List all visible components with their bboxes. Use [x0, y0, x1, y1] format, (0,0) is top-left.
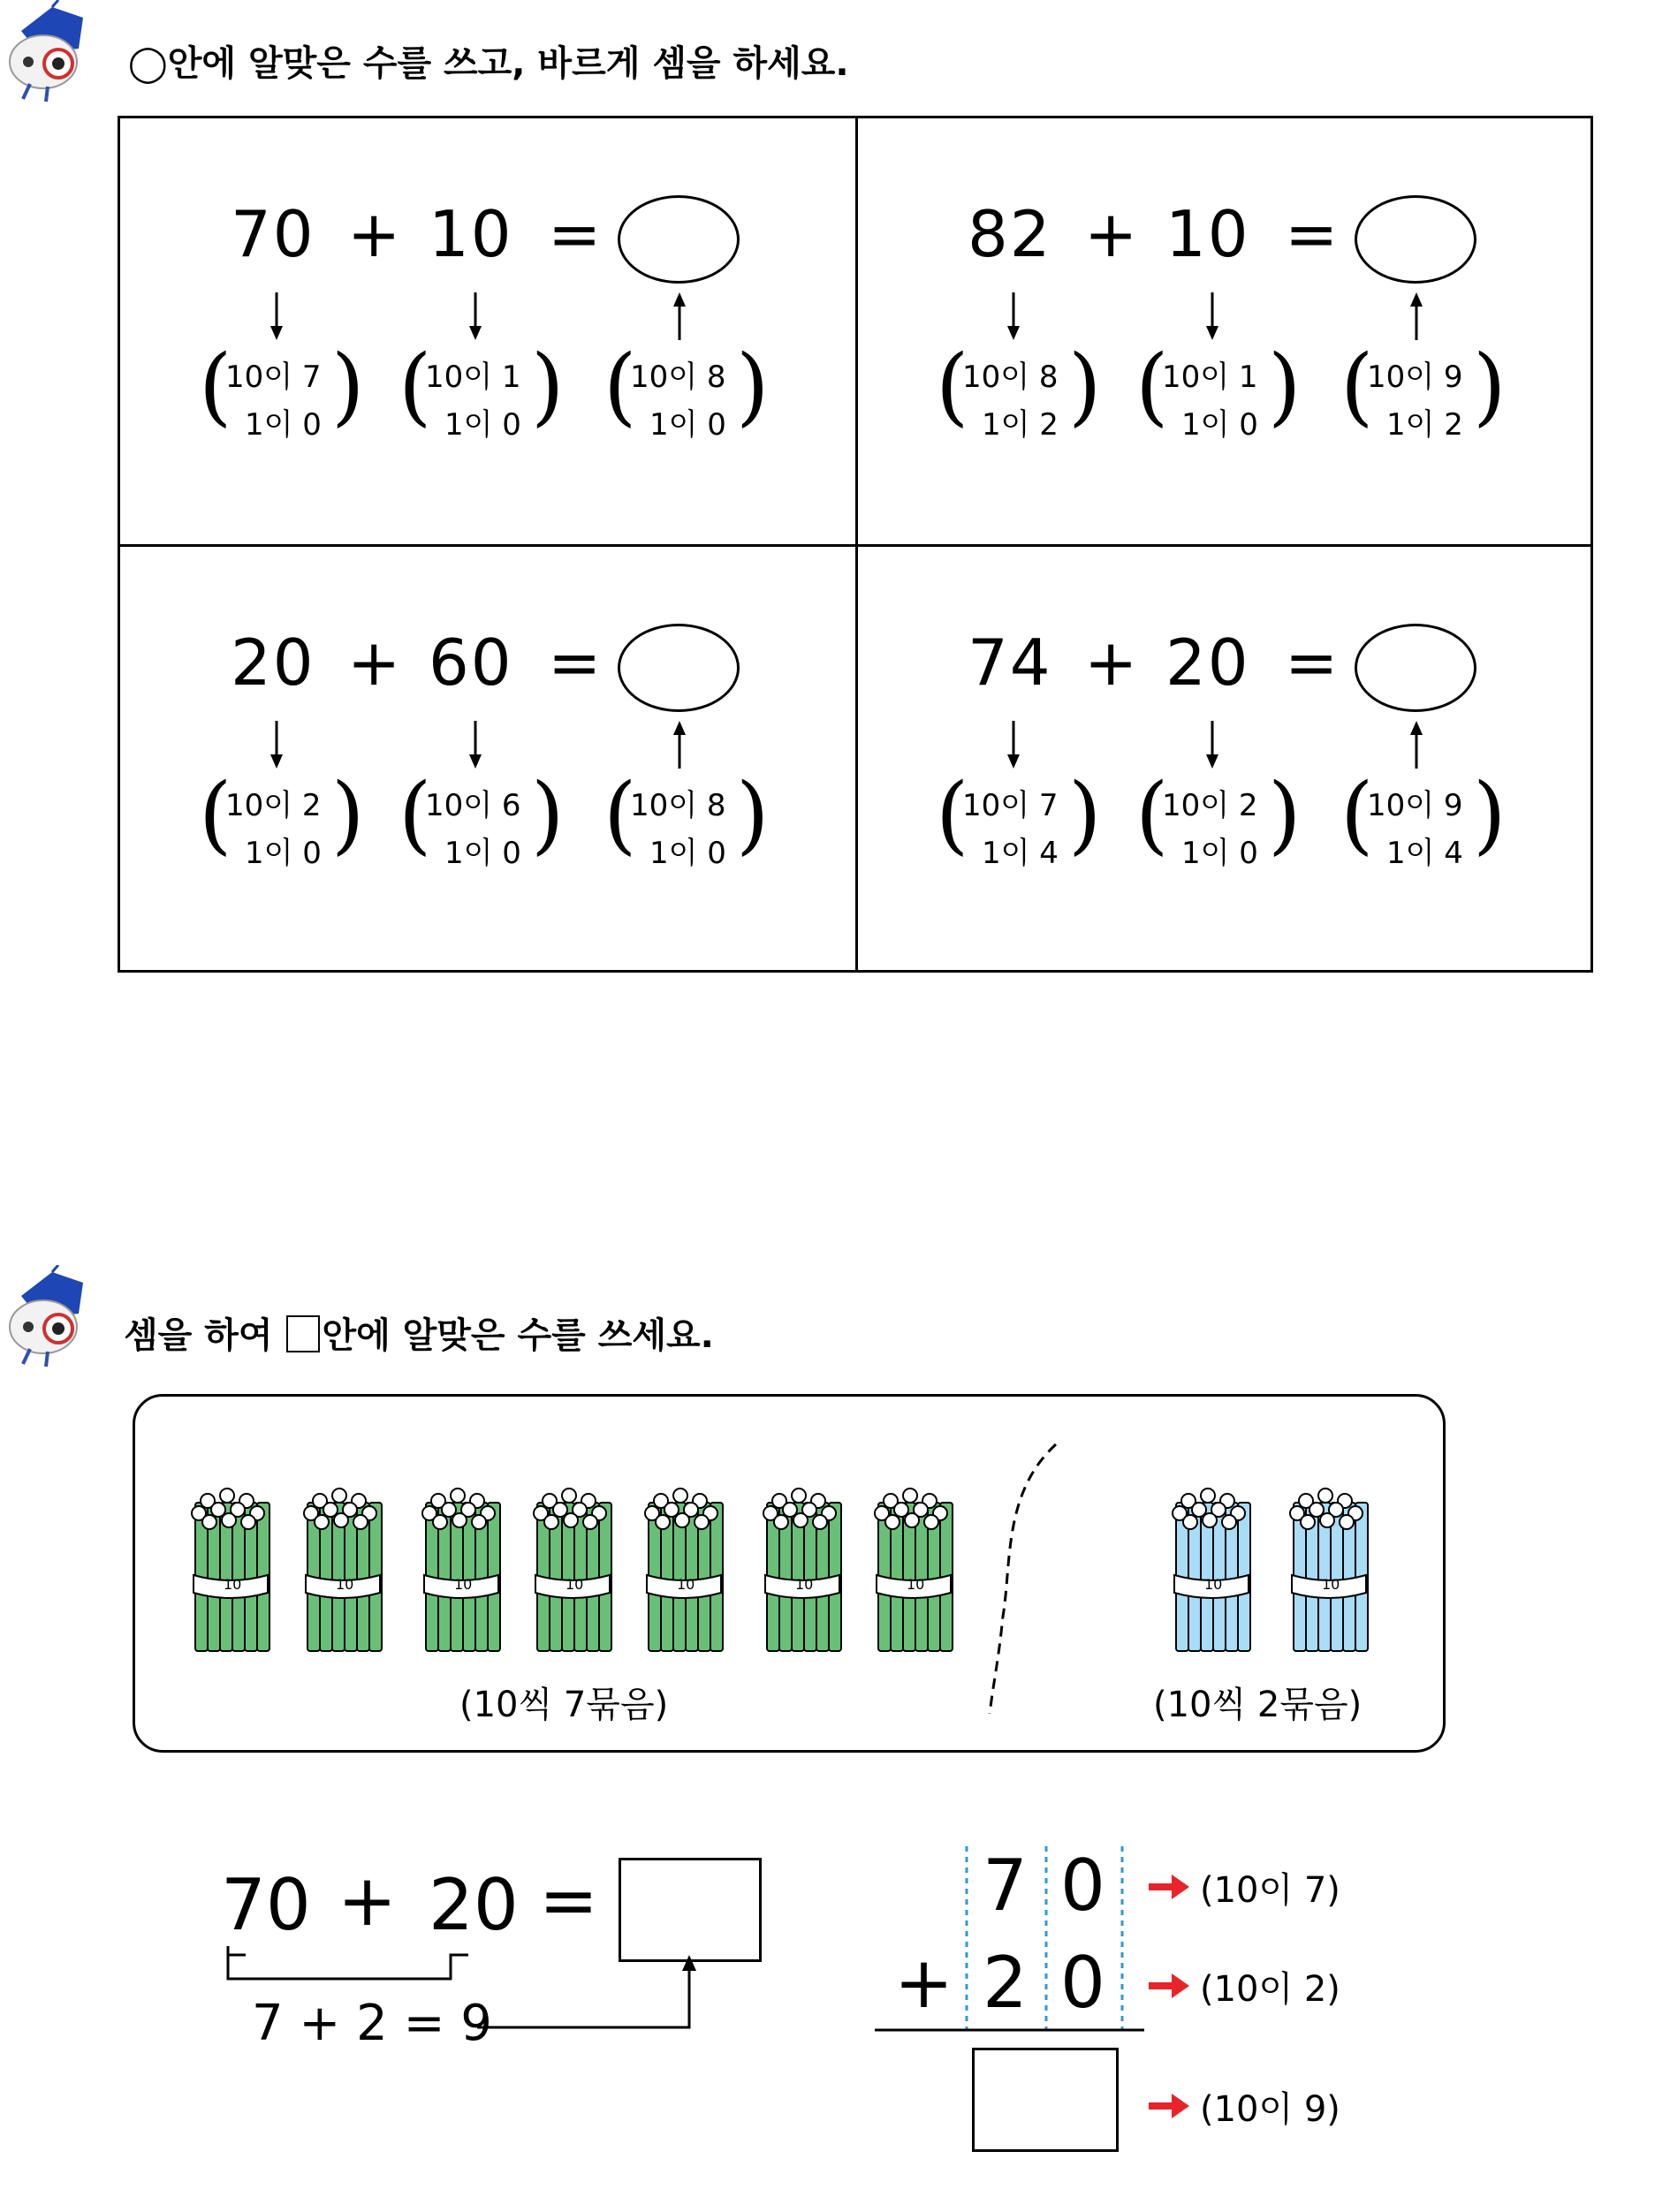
stick-bundle-icon	[532, 1487, 613, 1658]
place-tens: 10이 8	[962, 360, 1059, 395]
paren-open: (	[603, 337, 637, 436]
place-ones: 1이 0	[649, 836, 726, 871]
place-ones: 1이 4	[982, 836, 1059, 871]
equals: =	[548, 197, 603, 271]
place-ones: 1이 0	[444, 836, 521, 871]
place-ones: 1이 4	[1386, 836, 1463, 871]
place-tens: 10이 2	[225, 788, 322, 823]
stick-bundle-icon	[1171, 1487, 1252, 1658]
place-tens: 10이 8	[630, 360, 726, 395]
arrow-down-icon	[1006, 292, 1021, 344]
paren-open: (	[399, 765, 432, 864]
place-ones: 1이 2	[982, 407, 1059, 443]
paren-close: )	[736, 337, 770, 436]
stick-bundle-icon	[762, 1487, 843, 1658]
place-tens: 10이 8	[630, 788, 726, 823]
paren-close: )	[1268, 337, 1302, 436]
arrow-down-icon	[468, 292, 482, 344]
stick-bundle-icon	[190, 1487, 271, 1658]
place-tens: 10이 6	[425, 788, 521, 823]
stick-bundle-icon	[302, 1487, 383, 1658]
paren-close: )	[736, 765, 770, 864]
paren-open: (	[1340, 337, 1374, 436]
eq-sub: 7 + 2 = 9	[252, 1995, 492, 2052]
green-caption: (10씩 7묶음)	[459, 1685, 669, 1725]
place-note: (10이 7)	[1200, 1870, 1340, 1911]
arrow-up-icon	[672, 721, 687, 772]
place-note: (10이 9)	[1200, 2089, 1340, 2130]
place-tens: 10이 9	[1367, 788, 1463, 823]
place-tens: 10이 1	[1162, 360, 1258, 395]
paren-close: )	[1068, 765, 1102, 864]
answer-box-icon	[286, 1315, 320, 1352]
red-arrow-icon	[1149, 2094, 1191, 2122]
vert-bottom-tens: 2	[983, 1942, 1028, 2024]
eq-a: 70	[221, 1864, 311, 1946]
answer-oval[interactable]	[618, 195, 740, 284]
arrow-down-icon	[1006, 721, 1021, 772]
eq-b: 20	[429, 1864, 519, 1946]
paren-close: )	[1473, 765, 1507, 864]
equals: =	[1285, 197, 1340, 271]
operand-b: 10	[429, 197, 513, 271]
arrow-up-icon	[1409, 721, 1423, 772]
stick-bundle-icon	[1288, 1487, 1370, 1658]
operand-a: 20	[231, 625, 315, 700]
operator: +	[1084, 197, 1140, 271]
operand-b: 60	[429, 625, 513, 700]
place-tens: 10이 2	[1162, 788, 1258, 823]
paren-close: )	[1268, 765, 1302, 864]
operand-b: 20	[1165, 625, 1250, 700]
bundle-label: 10	[566, 1576, 584, 1593]
red-arrow-icon	[1149, 1875, 1191, 1903]
paren-open: (	[936, 765, 969, 864]
operand-a: 82	[968, 197, 1052, 271]
bundle-label: 10	[795, 1576, 814, 1593]
place-tens: 10이 9	[1367, 360, 1463, 395]
eq-eq: =	[539, 1860, 599, 1942]
stick-bundle-icon	[421, 1487, 502, 1658]
paren-close: )	[531, 337, 565, 436]
bundle-label: 10	[224, 1576, 242, 1593]
paren-open: (	[199, 337, 232, 436]
place-note: (10이 2)	[1200, 1969, 1340, 2010]
stick-bundle-icon	[873, 1487, 954, 1658]
arrow-down-icon	[1205, 292, 1219, 344]
eq-op: +	[338, 1860, 398, 1942]
place-ones: 1이 0	[444, 407, 521, 443]
answer-oval[interactable]	[1355, 195, 1476, 284]
problem-cell	[854, 116, 1590, 542]
bundle-label: 10	[1322, 1576, 1340, 1593]
bundle-label: 10	[336, 1576, 354, 1593]
place-ones: 1이 0	[245, 836, 322, 871]
paren-close: )	[1473, 337, 1507, 436]
place-ones: 1이 0	[245, 407, 322, 443]
paren-close: )	[331, 765, 365, 864]
place-ones: 1이 0	[649, 407, 726, 443]
operand-a: 70	[231, 197, 315, 271]
problem-cell	[854, 544, 1590, 970]
operator: +	[347, 625, 403, 700]
arrow-down-icon	[468, 721, 482, 772]
paren-close: )	[331, 337, 365, 436]
operator: +	[347, 197, 403, 271]
paren-close: )	[1068, 337, 1102, 436]
bundle-label: 10	[677, 1576, 695, 1593]
arrow-down-icon	[1205, 721, 1219, 772]
equals: =	[1285, 625, 1340, 700]
paren-open: (	[936, 337, 969, 436]
arrow-up-icon	[672, 292, 687, 344]
mascot-icon	[4, 0, 92, 106]
instruction-2	[124, 1307, 714, 1358]
vert-top-tens: 7	[983, 1845, 1028, 1927]
problem-cell	[118, 116, 853, 542]
paren-open: (	[399, 337, 432, 436]
place-tens: 10이 7	[962, 788, 1059, 823]
vert-top-ones: 0	[1060, 1845, 1105, 1927]
vert-answer-box[interactable]	[972, 2048, 1119, 2152]
instruction-1: ◯안에 알맞은 수를 쓰고, 바르게 셈을 하세요.	[128, 43, 849, 84]
paren-open: (	[603, 765, 637, 864]
arrow-down-icon	[269, 721, 284, 772]
operator: +	[1084, 625, 1140, 700]
place-ones: 1이 2	[1386, 407, 1463, 443]
place-ones: 1이 0	[1181, 407, 1258, 443]
bundle-label: 10	[907, 1576, 925, 1593]
red-arrow-icon	[1149, 1973, 1191, 2002]
instruction-2-post: 안에 알맞은 수를 쓰세요.	[322, 1315, 714, 1356]
stick-bundle-icon	[643, 1487, 725, 1658]
paren-open: (	[199, 765, 232, 864]
paren-close: )	[531, 765, 565, 864]
vert-op: +	[894, 1942, 954, 2024]
paren-open: (	[1340, 765, 1374, 864]
operand-b: 10	[1165, 197, 1250, 271]
answer-oval[interactable]	[1355, 624, 1476, 712]
operand-a: 74	[968, 625, 1052, 700]
vert-bottom-ones: 0	[1060, 1942, 1105, 2024]
place-tens: 10이 7	[225, 360, 322, 395]
place-ones: 1이 0	[1181, 836, 1258, 871]
place-tens: 10이 1	[425, 360, 521, 395]
arrow-up-icon	[1409, 292, 1423, 344]
answer-oval[interactable]	[618, 624, 740, 712]
arrow-down-icon	[269, 292, 284, 344]
bundle-label: 10	[454, 1576, 473, 1593]
mascot-icon-2	[4, 1265, 92, 1371]
bundle-label: 10	[1204, 1576, 1223, 1593]
dashed-divider	[985, 1440, 1065, 1723]
instruction-2-pre: 셈을 하여	[124, 1315, 273, 1356]
problem-cell	[118, 544, 853, 970]
equals: =	[548, 625, 603, 700]
paren-open: (	[1135, 337, 1169, 436]
paren-open: (	[1135, 765, 1169, 864]
blue-caption: (10씩 2묶음)	[1153, 1685, 1363, 1725]
